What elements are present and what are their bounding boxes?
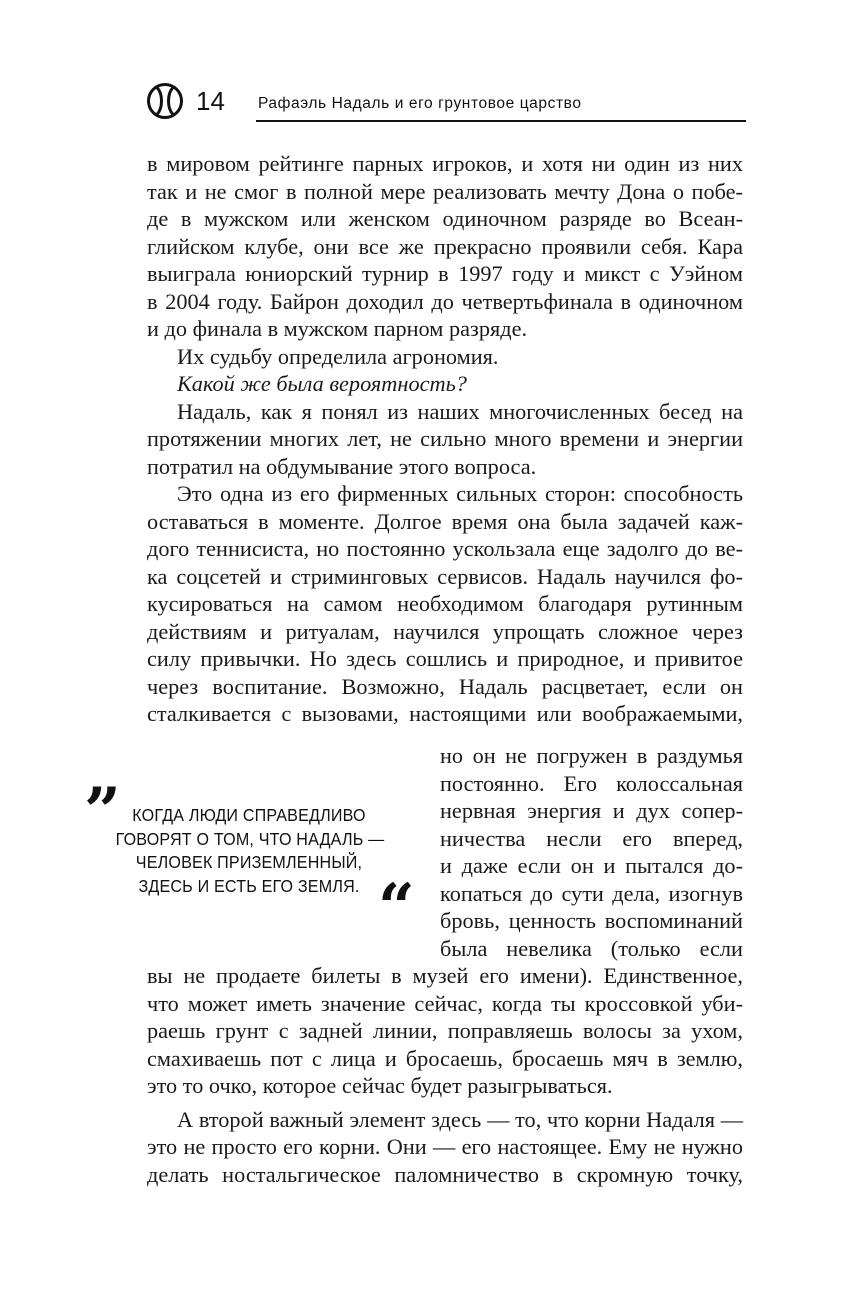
text-line: потратил на обдумывание этого вопроса. [147, 453, 537, 479]
text-line: А второй важный элемент здесь — то, что корни Надаля — [177, 1106, 743, 1132]
pull-quote [84, 774, 415, 945]
text-line: это то очко, которое сейчас будет разыгрываться. [147, 1073, 613, 1098]
pull-quote-line: ГОВОРЯТ О ТОМ, ЧТО НАДАЛЬ — [115, 828, 385, 849]
text-line: ничества несли его вперед, [440, 825, 743, 851]
text-line: дого теннисиста, но постоянно ускользала еще задолго до ве- [147, 536, 743, 561]
page-header [146, 80, 746, 124]
text-line: Их судьбу определила агрономия. [177, 343, 499, 369]
text-line: и даже если он и пытался до- [440, 853, 743, 878]
tennis-ball-icon [146, 82, 184, 120]
text-line: оставаться в моменте. Долгое время она была задачей каж- [147, 508, 743, 534]
text-line: нервная энергия и дух сопер- [440, 798, 743, 823]
text-line: ка соцсетей и стриминговых сервисов. Надаль научился фо- [147, 563, 743, 589]
text-line: через воспитание. Возможно, Надаль расцветает, если он [147, 673, 743, 699]
text-line: кусироваться на самом необходимом благодаря рутинным [147, 591, 743, 616]
pull-quote-line: ЗДЕСЬ И ЕСТЬ ЕГО ЗЕМЛЯ. [138, 875, 360, 896]
text-line-italic: Какой же была вероятность? [177, 371, 467, 396]
pull-quote-text [116, 804, 383, 898]
text-line: протяжении многих лет, не сильно много времени и энергии [147, 426, 743, 451]
text-line: так и не смог в полной мере реализовать мечту Дона о побе- [147, 178, 743, 204]
body-text-side [440, 742, 743, 962]
quote-open-mark: ” [84, 774, 121, 849]
text-line: смахиваешь пот с лица и бросаешь, бросаешь мяч в землю, [147, 1045, 743, 1071]
text-line: действиям и ритуалам, научился упрощать сложное через [147, 618, 743, 644]
text-line: копаться до сути дела, изогнув [440, 880, 743, 906]
text-line: раешь грунт с задней линии, поправляешь волосы за ухом, [147, 1018, 743, 1043]
text-line: делать ностальгическое паломничество в скромную точку, [147, 1161, 743, 1187]
text-line: Надаль, как я понял из наших многочисленных бесед на [177, 398, 743, 424]
text-line: постоянно. Его колоссальная [440, 770, 743, 796]
text-line: и до финала в мужском парном разряде. [147, 316, 528, 341]
text-line: в мировом рейтинге парных игроков, и хотя ни один из них [147, 151, 743, 176]
running-title: Рафаэль Надаль и его грунтовое царство [258, 95, 582, 112]
text-line: но он не погружен в раздумья [440, 743, 743, 768]
text-line: что может иметь значение сейчас, когда ты кроссовкой уби- [147, 990, 743, 1016]
text-line: выиграла юниорский турнир в 1997 году и микст с Уэйном [147, 261, 743, 286]
text-line: была невелика (только если [440, 935, 743, 961]
page-number: 14 [196, 86, 225, 116]
pull-quote-line: ЧЕЛОВЕК ПРИЗЕМЛЕННЫЙ, [135, 852, 363, 872]
text-line: в 2004 году. Байрон доходил до четвертьфинала в одиночном [147, 288, 743, 314]
text-line: Это одна из его фирменных сильных сторон: способность [177, 481, 743, 506]
header-rule [256, 120, 746, 122]
body-text-bottom [147, 962, 743, 1188]
text-line: силу привычки. Но здесь сошлись и природное, и привитое [147, 646, 743, 671]
pull-quote-line: КОГДА ЛЮДИ СПРАВЕДЛИВО [132, 805, 366, 825]
body-text-top [147, 150, 743, 728]
text-line: вы не продаете билеты в музей его имени). Единственное, [147, 963, 743, 988]
text-line: сталкивается с вызовами, настоящими или воображаемыми, [147, 701, 743, 726]
text-line: глийском клубе, они все же прекрасно проявили себя. Кара [147, 233, 743, 259]
quote-close-mark: “ [378, 870, 415, 945]
text-line: бровь, ценность воспоминаний [440, 908, 743, 933]
text-line: де в мужском или женском одиночном разряде во Всеан- [147, 206, 743, 231]
text-line: это не просто его корни. Они — его настоящее. Ему не нужно [147, 1134, 743, 1159]
